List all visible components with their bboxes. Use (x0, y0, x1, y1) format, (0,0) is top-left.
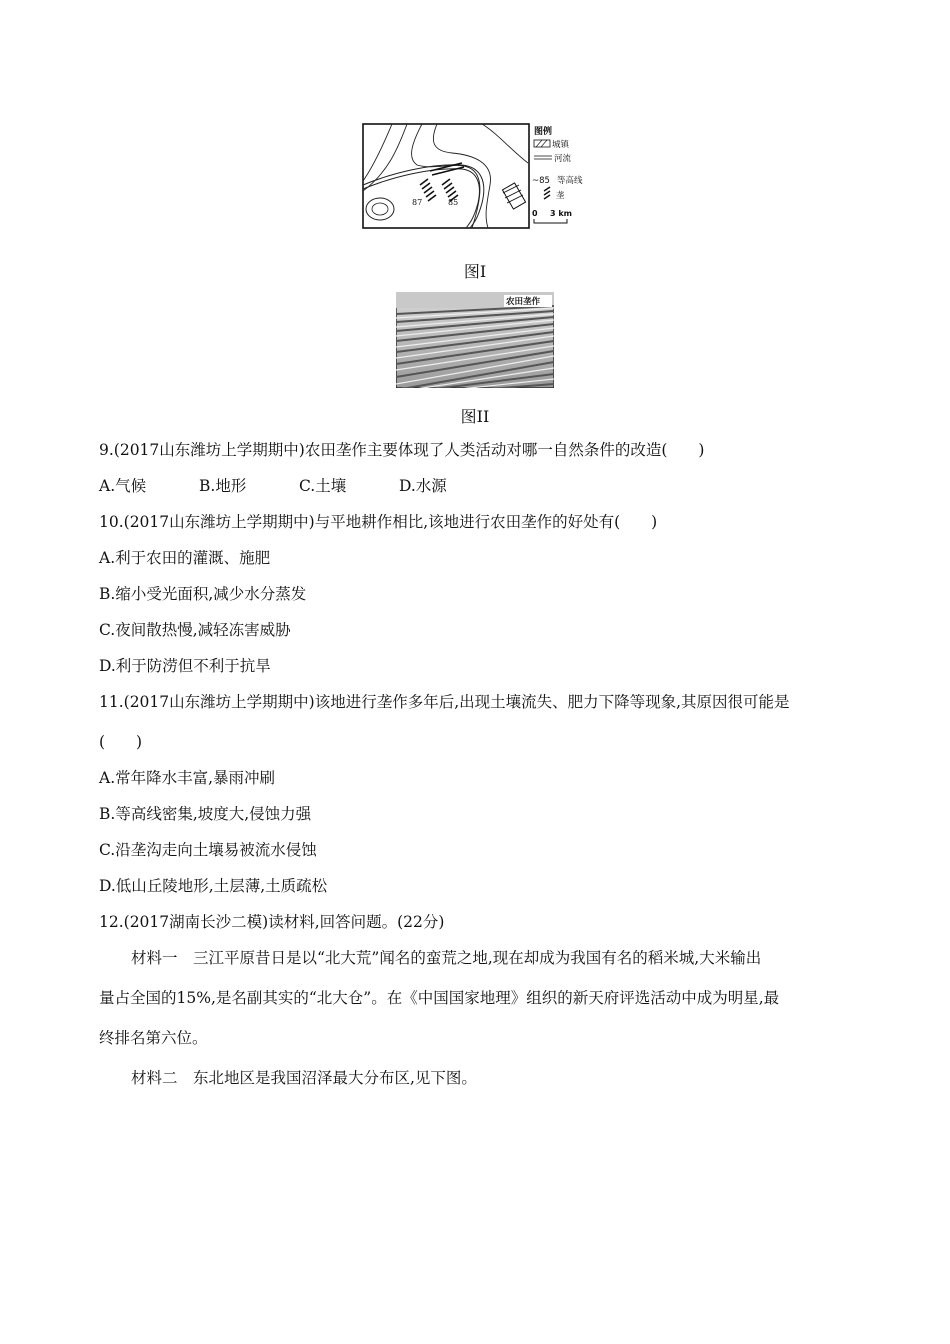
scale-end: 3 km (550, 209, 573, 218)
contour-label-85: 85 (448, 198, 459, 207)
q10-option-c: C.夜间散热慢,减轻冻害威胁 (99, 621, 291, 639)
ridged-farmland-photo (396, 292, 554, 388)
q9-stem: 9.(2017山东潍坊上学期期中)农田垄作主要体现了人类活动对哪一自然条件的改造( ) (99, 441, 705, 459)
q11-stem: 11.(2017山东潍坊上学期期中)该地进行垄作多年后,出现土壤流失、肥力下降等现象,其原因很可能是 (99, 693, 790, 711)
legend-contour-sample: ~85 (532, 176, 550, 186)
q10-option-d: D.利于防涝但不利于抗旱 (99, 657, 271, 675)
q11-option-d: D.低山丘陵地形,土层薄,土质疏松 (99, 877, 328, 895)
legend-river: 河流 (554, 154, 572, 164)
q10-option-a: A.利于农田的灌溉、施肥 (99, 549, 271, 567)
q10-option-b: B.缩小受光面积,减少水分蒸发 (99, 585, 307, 603)
q12-material1-line1: 材料一 三江平原昔日是以“北大荒”闻名的蛮荒之地,现在却成为我国有名的稻米城,大米输出 (131, 949, 762, 967)
q9-option-a: A.气候 (99, 477, 147, 495)
q9-option-b: B.地形 (199, 477, 247, 495)
q11-option-a: A.常年降水丰富,暴雨冲刷 (99, 769, 276, 787)
scale-start: 0 (532, 209, 538, 218)
q12-stem: 12.(2017湖南长沙二模)读材料,回答问题。(22分) (99, 913, 445, 931)
figure1-caption: 图I (463, 262, 487, 281)
q12-material2: 材料二 东北地区是我国沼泽最大分布区,见下图。 (131, 1069, 477, 1087)
contour-map-figure (362, 123, 602, 229)
q11-option-c: C.沿垄沟走向土壤易被流水侵蚀 (99, 841, 317, 859)
q9-options (99, 476, 447, 496)
q11-bracket: ( ) (99, 733, 143, 751)
legend-town: 城镇 (552, 140, 570, 150)
legend-contour: 等高线 (557, 176, 583, 186)
q11-option-b: B.等高线密集,坡度大,侵蚀力强 (99, 805, 312, 823)
q12-material1-line3: 终排名第六位。 (99, 1029, 208, 1047)
contour-label-87: 87 (412, 198, 423, 207)
figure2-caption: 图II (460, 407, 490, 426)
q10-stem: 10.(2017山东潍坊上学期期中)与平地耕作相比,该地进行农田垄作的好处有( ) (99, 513, 658, 531)
photo-label: 农田垄作 (506, 297, 541, 307)
q12-material1-line2: 量占全国的15%,是名副其实的“北大仓”。在《中国国家地理》组织的新天府评选活动中成为明星,最 (99, 989, 780, 1007)
q9-option-c: C.土壤 (299, 477, 347, 495)
q9-option-d: D.水源 (399, 477, 447, 495)
legend-ridge: 垄 (556, 191, 565, 201)
legend-title: 图例 (534, 127, 553, 137)
